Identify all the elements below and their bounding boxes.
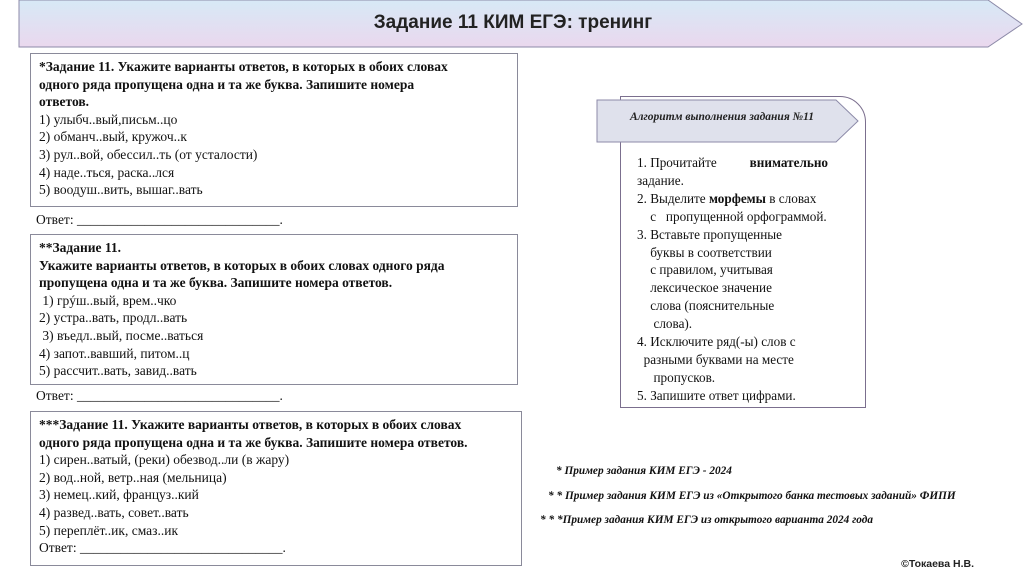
task-1-option: 5) воодуш..вить, вышаг..вать bbox=[39, 182, 203, 198]
algorithm-step-line: слова). bbox=[637, 316, 693, 332]
task-2-option: 4) запот..вавший, питом..ц bbox=[39, 345, 190, 361]
algorithm-step-line: лексическое значение bbox=[637, 280, 772, 296]
task-3-box bbox=[30, 411, 522, 566]
footnote-2: * * Пример задания КИМ ЕГЭ из «Открытого банка тестовых заданий» ФИПИ bbox=[548, 490, 956, 502]
task-3-option: 1) сирен..ватый, (реки) обезвод..ли (в жару) bbox=[39, 452, 290, 468]
task-3-option: 2) вод..ной, ветр..ная (мельница) bbox=[39, 469, 227, 485]
task-1-line: одного ряда пропущена одна и та же буква. Запишите номера bbox=[39, 76, 415, 92]
task-1-line: ответов. bbox=[39, 94, 90, 110]
task-3-option: 5) переплёт..ик, смаз..ик bbox=[39, 522, 179, 538]
algorithm-step-line: разными буквами на месте bbox=[637, 351, 794, 367]
task-3-answer: Ответ: ______________________________. bbox=[39, 540, 286, 556]
task-3-line: ***Задание 11. Укажите варианты ответов, в которых в обоих словах bbox=[39, 417, 462, 432]
page-title: Задание 11 КИМ ЕГЭ: тренинг bbox=[373, 12, 653, 33]
task-1-box bbox=[30, 53, 518, 207]
task-2-answer: Ответ: ______________________________. bbox=[36, 388, 283, 403]
task-1-line: *Задание 11. Укажите варианты ответов, в которых в обоих словах bbox=[39, 59, 448, 74]
algorithm-step-line: 5. Запишите ответ цифрами. bbox=[637, 387, 796, 403]
task-1-option: 2) обманч..вый, кружоч..к bbox=[39, 129, 187, 145]
task-2-option: 2) устра..вать, продл..вать bbox=[39, 310, 188, 326]
algorithm-step-line: с пропущенной орфограммой. bbox=[637, 208, 827, 224]
algorithm-title: Алгоритм выполнения задания №11 bbox=[629, 111, 815, 123]
algorithm-step-line: пропусков. bbox=[637, 369, 716, 385]
task-1-answer: Ответ: ______________________________. bbox=[36, 212, 283, 227]
task-3-option: 4) развед..вать, совет..вать bbox=[39, 504, 189, 520]
header-banner bbox=[18, 0, 1024, 48]
task-2-option: 3) въедл..вый, посме..ваться bbox=[39, 327, 204, 343]
algorithm-step-line: 1. Прочитайте внимательно bbox=[637, 155, 829, 170]
task-3-line: одного ряда пропущена одна и та же буква. Запишите номера ответов. bbox=[39, 434, 468, 450]
footnote-1: * Пример задания КИМ ЕГЭ - 2024 bbox=[556, 465, 732, 477]
task-2-line: пропущена одна и та же буква. Запишите номера ответов. bbox=[39, 275, 393, 291]
task-1-option: 3) рул..вой, обессил..ть (от усталости) bbox=[39, 146, 258, 162]
algorithm-step-line: с правилом, учитывая bbox=[637, 262, 773, 278]
task-1-option: 4) наде..ться, раска..лся bbox=[39, 164, 175, 180]
task-3-option: 3) немец..кий, француз..кий bbox=[39, 487, 199, 503]
copyright-text: ©Токаева Н.В. bbox=[901, 558, 974, 570]
footnote-3: * * *Пример задания КИМ ЕГЭ из открытого варианта 2024 года bbox=[540, 514, 874, 526]
algorithm-step-line: задание. bbox=[637, 172, 684, 188]
task-2-option: 1) грýш..вый, врем..чко bbox=[39, 292, 177, 308]
task-1-option: 1) улыбч..вый,письм..цо bbox=[39, 111, 178, 127]
algorithm-step-line: буквы в соответствии bbox=[637, 244, 772, 260]
task-2-line: Укажите варианты ответов, в которых в обоих словах одного ряда bbox=[39, 257, 445, 273]
algorithm-step-line: слова (пояснительные bbox=[637, 298, 775, 314]
algorithm-step-line: 2. Выделите морфемы в словах bbox=[637, 190, 817, 206]
algorithm-step-line: 4. Исключите ряд(-ы) слов с bbox=[637, 334, 796, 350]
algorithm-step-line: 3. Вставьте пропущенные bbox=[637, 226, 782, 242]
algorithm-steps bbox=[637, 154, 863, 405]
task-2-line: **Задание 11. bbox=[39, 240, 122, 255]
task-2-option: 5) рассчит..вать, завид..вать bbox=[39, 363, 197, 379]
task-2-box bbox=[30, 234, 518, 385]
algorithm-tab bbox=[596, 99, 860, 143]
